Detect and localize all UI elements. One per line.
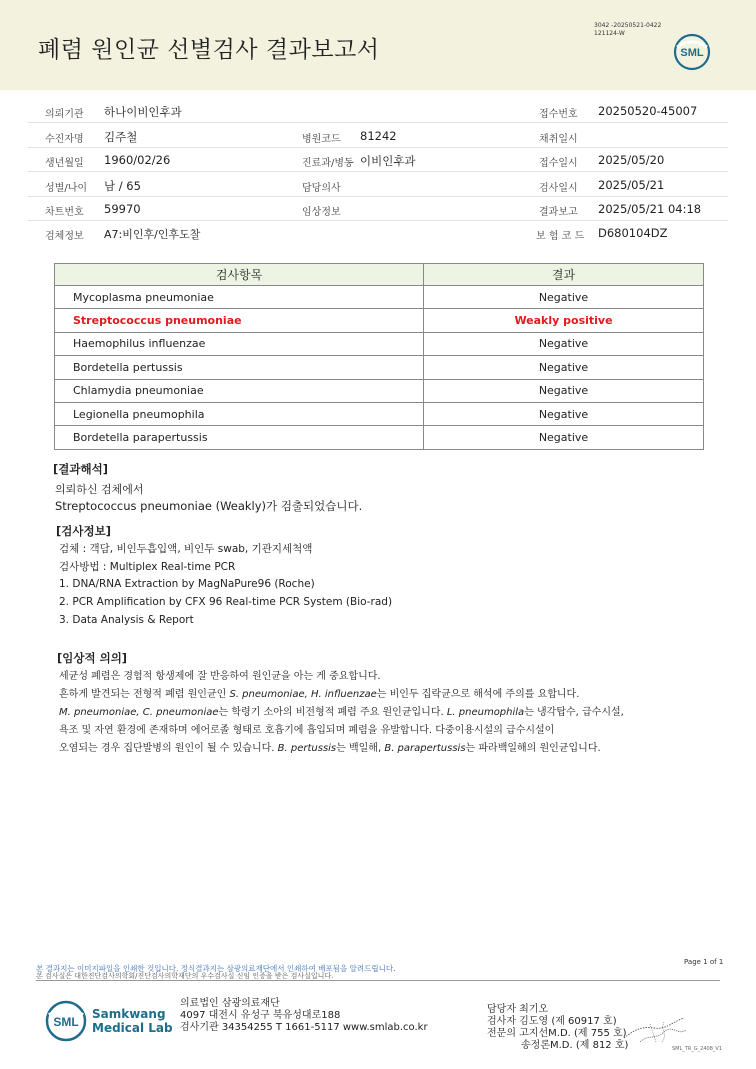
test-item: Legionella pneumophila [55,402,424,425]
page-number: Page 1 of 1 [684,958,724,966]
clinical-text: 는 백일해, [336,743,385,754]
receipt-no-value: 20250520-45007 [598,104,698,118]
clinical-text: 는 냉각탑수, 급수시설, [524,707,624,718]
doctor-label: 담당의사 [302,183,341,194]
column-header-result: 결과 [424,264,704,286]
insurance-value: D680104DZ [598,226,668,240]
patient-value: 김주철 [104,130,138,144]
clinical-line2 [59,685,579,700]
sex-age-label: 성별/나이 [45,183,88,194]
patient-label: 수진자명 [45,134,84,145]
table-row [55,379,704,402]
test-result: Negative [424,356,704,379]
test-info-line1: 검체 : 객담, 비인두흡입액, 비인두 swab, 기관지세척액 [59,543,313,555]
table-row [55,286,704,309]
sml-logo-text: SML [680,47,704,59]
org-contact: 검사기관 34354255 T 1661-5117 www.smlab.co.kr [180,1022,428,1033]
receipt-no-label: 접수번호 [539,109,578,120]
staff-tester: 검사자 김도영 (제 60917 호) [487,1016,617,1027]
footer-divider [36,980,720,981]
table-row-positive [55,309,704,332]
info-divider [28,171,728,172]
clinical-text: 흔하게 발견되는 전형적 폐렴 원인균인 [59,689,230,700]
clinical-line5 [59,739,601,754]
clinical-text: 는 파라백일해의 원인균입니다. [465,743,601,754]
test-info-heading: [검사정보] [56,524,111,538]
document-code-line1: 3042 -20250521-0422 [594,22,662,29]
form-code: SML_TR_G_2408_V1 [672,1046,723,1052]
test-result: Negative [424,426,704,449]
sex-age-value: 남 / 65 [104,179,141,193]
interpretation-heading: [결과해석] [53,462,108,476]
clinical-line3 [59,703,624,718]
clinical-text: 는 비인두 집락균으로 해석에 주의를 요합니다. [376,689,580,700]
test-info-line4: 2. PCR Amplification by CFX 96 Real-time PCR System (Bio-rad) [59,596,393,608]
staff-manager: 담당자 최기오 [487,1004,549,1015]
table-row [55,426,704,449]
receipt-date-label: 접수일시 [539,158,578,169]
test-result: Negative [424,286,704,309]
clinical-line1: 세균성 폐렴은 경험적 항생제에 잘 반응하여 원인균을 아는 게 중요합니다. [59,671,381,682]
test-info-line3: 1. DNA/RNA Extraction by MagNaPure96 (Roche) [59,578,315,590]
column-header-item: 검사항목 [55,264,424,286]
report-date-label: 결과보고 [539,207,578,218]
info-divider [28,122,728,123]
org-name: 의료법인 삼광의료재단 [180,998,280,1009]
interpretation-line2: Streptococcus pneumoniae (Weakly)가 검출되었습니다. [55,499,363,513]
organism-name: B. parapertussis [384,743,466,754]
chart-label: 차트번호 [45,207,84,218]
brand-name-line2: Medical Lab [92,1021,173,1035]
signature-icon [620,1012,690,1048]
test-info-line5: 3. Data Analysis & Report [59,614,194,626]
dept-value: 이비인후과 [360,154,416,168]
institution-label: 의뢰기관 [45,109,84,120]
test-item: Bordetella parapertussis [55,426,424,449]
sml-logo-icon [673,33,711,71]
clinical-line4: 욕조 및 자연 환경에 존재하며 에어로졸 형태로 호흡기에 흡입되며 폐렴을 유발합니다. 다중이용시설의 급수시설이 [59,725,555,736]
organism-name: S. pneumoniae, H. influenzae [229,689,377,700]
chart-value: 59970 [104,202,141,216]
staff-specialist1: 전문의 고지선M.D. (제 755 호) [487,1028,627,1039]
report-date-value: 2025/05/21 04:18 [598,202,702,216]
birth-value: 1960/02/26 [104,153,171,167]
document-code [594,22,661,38]
hospital-code-label: 병원코드 [302,134,341,145]
test-item: Bordetella pertussis [55,356,424,379]
info-divider [28,196,728,197]
clinical-info-label: 임상정보 [302,207,341,218]
collection-date-label: 채취일시 [539,134,578,145]
interpretation-line1: 의뢰하신 검체에서 [55,483,144,496]
test-result: Weakly positive [424,309,704,332]
footer-certification: 본 검사실은 대한진단검사의학회/진단검사의학재단의 우수검사실 신임 인증을 받은 검사실입니다. [36,972,334,980]
test-result: Negative [424,402,704,425]
receipt-date-value: 2025/05/20 [598,153,665,167]
organism-name: M. pneumoniae, C. pneumoniae [59,707,219,718]
test-item: Haemophilus influenzae [55,332,424,355]
table-row [55,332,704,355]
test-item: Chlamydia pneumoniae [55,379,424,402]
table-row [55,356,704,379]
page-title: 폐렴 원인균 선별검사 결과보고서 [38,37,380,63]
clinical-text: 는 학령기 소아의 비전형적 폐렴 주요 원인균입니다. [218,707,447,718]
insurance-label: 보 험 코 드 [536,231,585,242]
test-item: Streptococcus pneumoniae [55,309,424,332]
sml-footer-logo-icon [44,999,88,1043]
test-date-label: 검사일시 [539,183,578,194]
test-info-line2: 검사방법 : Multiplex Real-time PCR [59,561,236,573]
clinical-heading: [임상적 의의] [57,651,128,665]
test-date-value: 2025/05/21 [598,178,665,192]
table-row [55,402,704,425]
test-result: Negative [424,332,704,355]
org-address: 4097 대전시 유성구 북유성대로188 [180,1010,341,1021]
document-code-line2: 121124-W [594,30,625,37]
brand-name-line1: Samkwang [92,1007,166,1021]
info-divider [28,220,728,221]
footer-notice: 본 결과지는 이미지파일을 인쇄한 것입니다. 정식결과지는 삼광의료재단에서 인쇄하여 배포됨을 알려드립니다. [36,964,396,973]
info-divider [28,147,728,148]
test-item: Mycoplasma pneumoniae [55,286,424,309]
test-result: Negative [424,379,704,402]
organism-name: L. pneumophila [446,707,525,718]
institution-value: 하나이비인후과 [104,105,182,119]
results-header-row [55,264,704,286]
sml-footer-logo-text: SML [53,1015,79,1029]
staff-specialist2: 송정론M.D. (제 812 호) [521,1040,629,1051]
specimen-label: 검체정보 [45,231,84,242]
clinical-text: 오염되는 경우 집단발병의 원인이 될 수 있습니다. [59,743,278,754]
results-table [54,263,704,450]
organism-name: B. pertussis [277,743,337,754]
specimen-value: A7:비인후/인후도찰 [104,228,201,241]
hospital-code-value: 81242 [360,129,397,143]
birth-label: 생년월일 [45,158,84,169]
dept-label: 진료과/병동 [302,158,354,169]
